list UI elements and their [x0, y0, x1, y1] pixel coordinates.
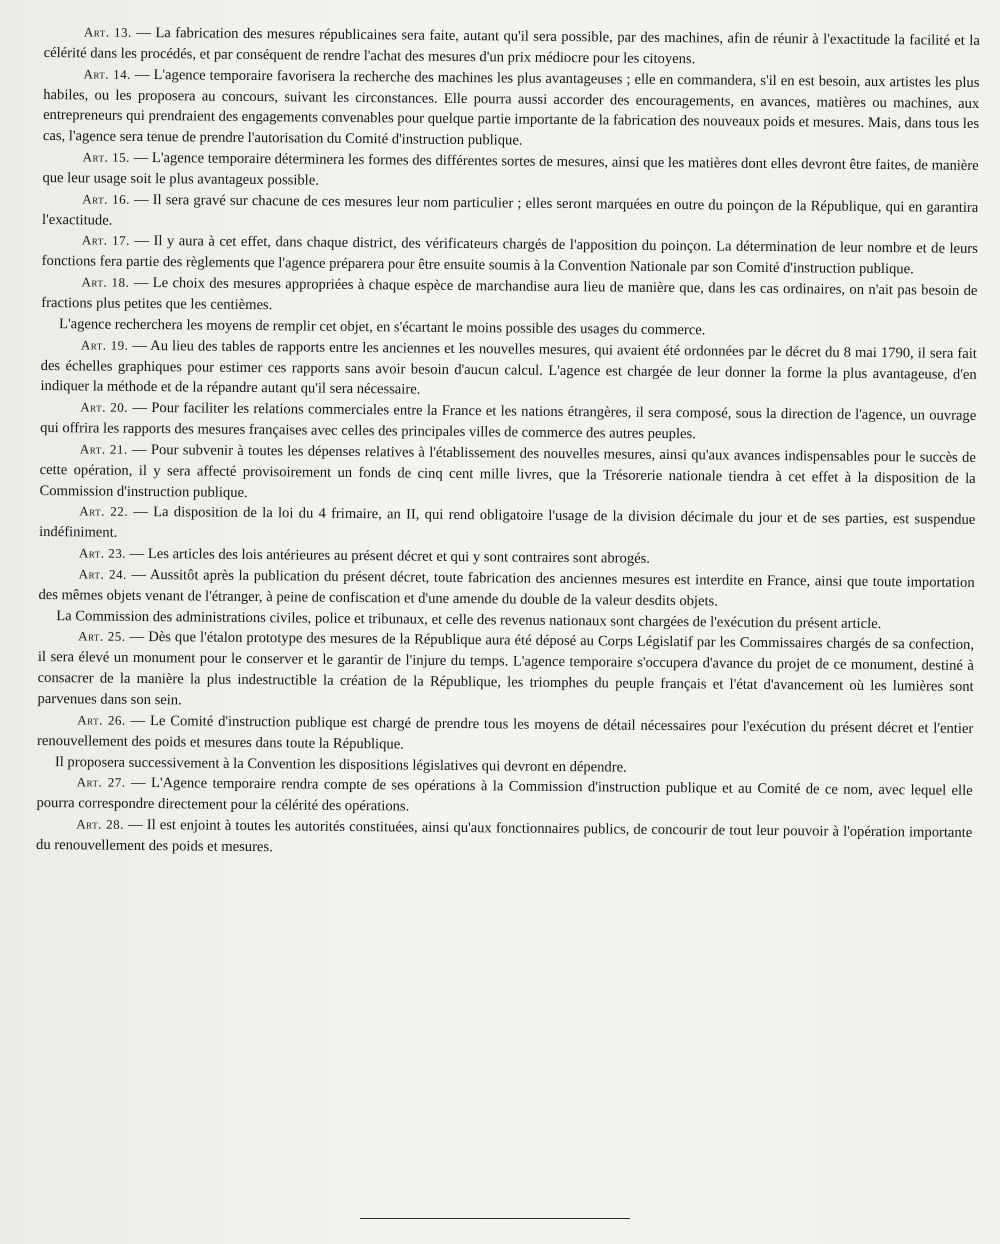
article-lead: Art. 18.	[81, 274, 130, 290]
article-25	[37, 626, 974, 718]
article-body: — Le choix des mesures appropriées à chaque espèce de marchandise aura lieu de manière que, dans les cas ordinaires, on n'ait pas besoin de fractions plus petites que les centièmes.	[41, 274, 978, 314]
article-lead: Art. 20.	[80, 399, 129, 416]
article-body: — Au lieu des tables de rapports entre les anciennes et les nouvelles mesures, qui avaient été ordonnées par le décret du 8 mai 1790, il sera fait des échelles graphiques pour estimer ces rapports sans avoir besoin d'aucun calcul. L'agence est chargée de leur donner la forme la plus avantageuse, d'en indiquer la méthode et de la répandre autant qu'il sera nécessaire.	[40, 337, 977, 398]
paragraph-body: La Commission des administrations civiles, police et tribunaux, et celle des revenus nationaux sont chargées de l'exécution du présent article.	[56, 607, 882, 632]
article-body: — Il y aura à cet effet, dans chaque district, des vérificateurs chargés de l'apposition du poinçon. La détermination de leur nombre et de leurs fonctions fera partie des règlements que l'agence préparera pour être ensuite soumis à la Convention Nationale par son Comité d'instruction publique.	[41, 233, 978, 278]
article-lead: Art. 16.	[82, 191, 130, 207]
article-lead: Art. 25.	[78, 628, 126, 645]
paragraph-body: Il proposera successivement à la Convention les dispositions législatives qui devront en dépendre.	[54, 753, 627, 776]
article-body: — Il sera gravé sur chacune de ces mesures leur nom particulier ; elles seront marquées en outre du poinçon de la République, qui en garantira l'exactitude.	[42, 191, 979, 229]
article-lead: Art. 14.	[83, 66, 132, 82]
article-lead: Art. 19.	[80, 337, 129, 353]
article-21	[39, 439, 976, 511]
closing-rule	[360, 1218, 630, 1219]
article-body: — La disposition de la loi du 4 frimaire, an II, qui rend obligatoire l'usage de la division décimale du jour et de ses parties, est suspendue indéfiniment.	[39, 504, 976, 541]
article-body: — Il est enjoint à toutes les autorités constituées, ainsi qu'aux fonctionnaires publics, de concourir de tout leur pouvoir à l'opération importante du renouvellement des poids et mesures.	[36, 816, 973, 856]
article-body: — Dès que l'étalon prototype des mesures de la République aura été déposé au Corps Législatif par les Commissaires chargés de sa confection, il sera élevé un monument pour le conserver et le garantir de l'injure du temps. L'agence temporaire s'occupera d'avance du projet de ce monument, destiné à consacrer de la manière la plus indestructible la création de la République, les triomphes du peuple français et l'état d'avancement où les lumières sont parvenues dans son sein.	[37, 629, 975, 709]
article-lead: Art. 13.	[83, 24, 132, 40]
article-lead: Art. 24.	[78, 566, 127, 582]
article-lead: Art. 28.	[76, 816, 124, 832]
paragraph-body: L'agence recherchera les moyens de remplir cet objet, en s'écartant le moins possible des usages du commerce.	[59, 315, 706, 339]
article-lead: Art. 22.	[79, 503, 129, 520]
article-body: — L'agence temporaire favorisera la recherche des machines les plus avantageuses ; elle en commandera, s'il en est besoin, aux artistes les plus habiles, ou les proposera au concours, suivant les circonstances. Elle pourra aussi accorder des encouragements, en avances, matières ou machines, aux entrepreneurs qui prendraient des engagements convenables pour quelque partie importante de la fabrication des nouveaux poids et mesures. Mais, dans tous les cas, l'agence sera tenue de prendre l'autorisation du Comité d'instruction publique.	[42, 66, 980, 149]
article-14	[43, 64, 980, 156]
article-lead: Art. 26.	[77, 712, 126, 728]
article-body: — Pour subvenir à toutes les dépenses relatives à l'établissement des nouvelles mesures, ainsi qu'aux avances indispensables pour le succès de cette opération, il y sera affecté provisoirement un fonds de cinq cent mille livres, que la Trésorerie nationale tiendra à cet effet à la disposition de la Commission d'instruction publique.	[39, 441, 976, 501]
article-28	[36, 814, 972, 865]
article-body: — Les articles des lois antérieures au présent décret et qui y sont contraires sont abrogés.	[125, 545, 651, 567]
article-lead: Art. 23.	[78, 545, 127, 561]
article-lead: Art. 15.	[82, 149, 130, 165]
article-lead: Art. 17.	[81, 232, 130, 249]
article-body: — La fabrication des mesures républicaines sera faite, autant qu'il sera possible, par des machines, afin de réunir à l'exactitude la facilité et la célérité dans les procédés, et par conséquent de rendre l'achat des mesures d'un prix médiocre pour les citoyens.	[43, 24, 980, 68]
article-19	[40, 335, 977, 407]
article-body: — Aussitôt après la publication du présent décret, toute fabrication des anciennes mesures est interdite en France, ainsi que toute importation des mêmes objets venant de l'étranger, à peine de confiscation et d'une amende du double de la valeur desdits objets.	[38, 566, 975, 610]
article-lead: Art. 27.	[76, 774, 126, 791]
article-body: — Le Comité d'instruction publique est chargé de prendre tous les moyens de détail nécessaires pour l'exécution du présent décret et l'entier renouvellement des poids et mesures dans toute la République.	[37, 712, 974, 753]
article-lead: Art. 21.	[79, 441, 128, 457]
decree-text	[36, 22, 980, 865]
article-body: — Pour faciliter les relations commerciales entre la France et les nations étrangères, il sera composé, sous la direction de l'agence, un ouvrage qui offrira les rapports des mesures françaises avec celles des principales villes de commerce des autres peuples.	[40, 400, 977, 443]
article-body: — L'Agence temporaire rendra compte de ses opérations à la Commission d'instruction publique et au Comité de ce nom, avec lequel elle pourra correspondre directement pour la célérité des opérations.	[36, 775, 973, 815]
article-body: — L'agence temporaire déterminera les formes des différentes sortes de mesures, ainsi que les matières dont elles devront être faites, de manière que leur usage soit le plus avantageux possible.	[42, 149, 979, 189]
